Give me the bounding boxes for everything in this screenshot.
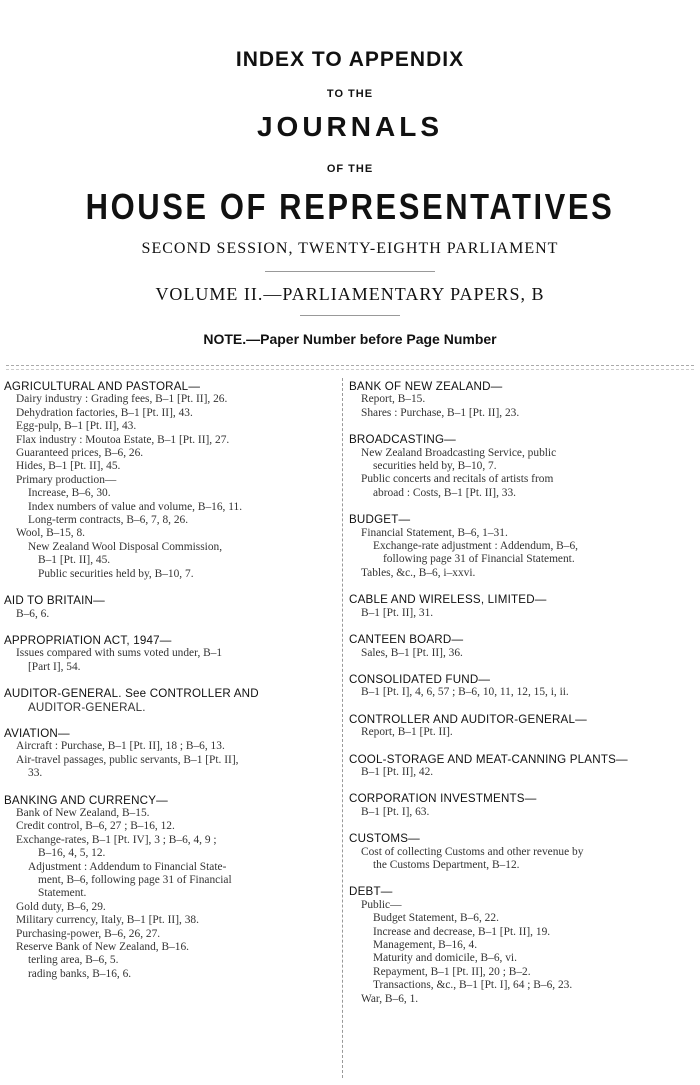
index-subentry: B–1 [Pt. II], 42. [361,765,434,778]
index-subentry: abroad : Costs, B–1 [Pt. II], 33. [373,486,517,499]
index-subentry: Flax industry : Moutoa Estate, B–1 [Pt. II], 27. [16,433,230,446]
index-subentry: Financial Statement, B–6, 1–31. [361,526,508,539]
index-subentry: Guaranteed prices, B–6, 26. [16,447,144,460]
index-entry [349,832,695,872]
index-subentry: B–1 [Pt. II], 31. [361,606,434,619]
index-subentry: B–1 [Pt. II], 45. [38,554,111,567]
index-heading: CONTROLLER AND AUDITOR-GENERAL— [349,712,587,726]
index-subentry: Air-travel passages, public servants, B–1 [Pt. II], [16,753,239,766]
index-subentry: B–1 [Pt. I], 4, 6, 57 ; B–6, 10, 11, 12, 15, i, ii. [361,686,569,699]
index-entry [4,380,338,581]
index-subentry: Budget Statement, B–6, 22. [373,912,499,925]
index-heading: AVIATION— [4,726,70,740]
index-entry [4,687,338,714]
index-subentry: AUDITOR-GENERAL. [28,700,146,714]
index-entry [349,673,695,700]
index-subentry: [Part I], 54. [28,660,81,673]
index-subentry: Maturity and domicile, B–6, vi. [373,952,517,965]
index-subentry: Cost of collecting Customs and other revenue by [361,845,584,858]
index-subentry: Public securities held by, B–10, 7. [38,567,194,580]
index-subentry: Increase, B–6, 30. [28,487,111,500]
index-heading: BUDGET— [349,513,411,527]
column-divider [342,378,343,1078]
index-subentry: rading banks, B–16, 6. [28,967,132,980]
index-subentry: Index numbers of value and volume, B–16, 11. [28,500,243,513]
index-entry [349,633,695,660]
index-subentry: Long-term contracts, B–6, 7, 8, 26. [28,514,189,527]
index-heading: APPROPRIATION ACT, 1947— [4,633,172,647]
header-divider [265,271,435,272]
index-subentry: Transactions, &c., B–1 [Pt. I], 64 ; B–6, 23. [373,979,573,992]
index-subentry: Hides, B–1 [Pt. II], 45. [16,460,121,473]
index-subentry: Shares : Purchase, B–1 [Pt. II], 23. [361,406,520,419]
index-subentry: Bank of New Zealand, B–15. [16,806,150,819]
index-subentry: securities held by, B–10, 7. [373,460,497,473]
index-subentry: Gold duty, B–6, 29. [16,900,106,913]
index-subentry: Repayment, B–1 [Pt. II], 20 ; B–2. [373,965,531,978]
index-subentry: Increase and decrease, B–1 [Pt. II], 19. [373,925,551,938]
index-subentry: Sales, B–1 [Pt. II], 36. [361,646,463,659]
section-rule [6,369,694,370]
index-subentry: Primary production— [16,473,117,486]
house-title: HOUSE OF REPRESENTATIVES [85,186,615,227]
index-subentry: Public— [361,898,402,911]
index-subentry: New Zealand Wool Disposal Commission, [28,540,223,553]
to-the-line: TO THE [326,88,374,100]
index-subentry: Exchange-rates, B–1 [Pt. IV], 3 ; B–6, 4, 9 ; [16,833,217,846]
index-heading: CUSTOMS— [349,832,420,846]
index-subentry: Egg-pulp, B–1 [Pt. II], 43. [16,420,137,433]
index-heading: AGRICULTURAL AND PASTORAL— [4,380,201,393]
index-subentry: Wool, B–15, 8. [16,527,86,540]
index-subentry: B–1 [Pt. I], 63. [361,805,430,818]
index-subentry: Purchasing-power, B–6, 26, 27. [16,927,161,940]
index-heading: AUDITOR-GENERAL. See CONTROLLER AND [4,687,259,701]
index-heading: AID TO BRITAIN— [4,594,105,608]
index-entry [349,792,695,819]
index-heading: BROADCASTING— [349,433,456,447]
index-subentry: Tables, &c., B–6, i–xxvi. [361,566,476,579]
index-subentry: Statement. [38,887,87,900]
index-entry [349,713,695,740]
index-subentry: Report, B–15. [361,393,426,406]
index-subentry: Report, B–1 [Pt. II]. [361,726,453,739]
index-entry [4,594,338,621]
index-subentry: War, B–6, 1. [361,992,419,1005]
index-subentry: Aircraft : Purchase, B–1 [Pt. II], 18 ; B–6, 13. [16,740,225,753]
index-subentry: Exchange-rate adjustment : Addendum, B–6, [373,540,578,553]
index-subentry: New Zealand Broadcasting Service, public [361,446,557,459]
index-subentry: the Customs Department, B–12. [373,858,520,871]
index-subentry: Public concerts and recitals of artists from [361,473,554,486]
index-entry [349,433,695,500]
index-subentry: B–16, 4, 5, 12. [38,847,106,860]
section-rule [6,365,694,366]
index-heading: CONSOLIDATED FUND— [349,672,491,686]
index-subentry: ment, B–6, following page 31 of Financial [38,874,232,886]
index-column-right [349,380,695,1019]
index-subentry: Dehydration factories, B–1 [Pt. II], 43. [16,406,193,419]
index-entry [349,593,695,620]
index-heading: CABLE AND WIRELESS, LIMITED— [349,593,547,607]
index-subentry: Reserve Bank of New Zealand, B–16. [16,941,190,954]
index-entry [349,380,695,420]
index-entry [349,753,695,780]
index-subentry: Issues compared with sums voted under, B–1 [16,647,223,660]
index-subentry: terling area, B–6, 5. [28,954,119,967]
index-heading: BANKING AND CURRENCY— [4,793,168,807]
index-heading: DEBT— [349,885,393,899]
index-subentry: Military currency, Italy, B–1 [Pt. II], 38. [16,914,199,927]
index-subentry: Adjustment : Addendum to Financial State- [28,860,227,873]
index-heading: CORPORATION INVESTMENTS— [349,792,537,806]
index-heading: CANTEEN BOARD— [349,633,464,647]
index-subentry: Credit control, B–6, 27 ; B–16, 12. [16,820,175,833]
index-heading: BANK OF NEW ZEALAND— [349,380,503,393]
index-entry [349,513,695,580]
index-heading: COOL-STORAGE AND MEAT-CANNING PLANTS— [349,752,628,766]
index-subentry: following page 31 of Financial Statement. [383,553,575,566]
journals-title: JOURNALS [256,111,443,142]
index-column-left [4,380,338,994]
index-entry [349,885,695,1006]
index-subentry: Management, B–16, 4. [373,939,478,951]
session-line: SECOND SESSION, TWENTY-EIGHTH PARLIAMENT [141,240,559,257]
index-entry [4,634,338,674]
index-title: INDEX TO APPENDIX [235,48,465,71]
header-divider [300,315,400,316]
index-entry [4,794,338,982]
index-entry [4,727,338,781]
index-subentry: B–6, 6. [16,607,50,620]
index-subentry: Dairy industry : Grading fees, B–1 [Pt. II], 26. [16,393,228,406]
of-the-line: OF THE [326,163,374,175]
volume-line: VOLUME II.—PARLIAMENTARY PAPERS, B [155,284,545,304]
index-subentry: 33. [28,767,43,780]
note-line: NOTE.—Paper Number before Page Number [203,331,497,347]
